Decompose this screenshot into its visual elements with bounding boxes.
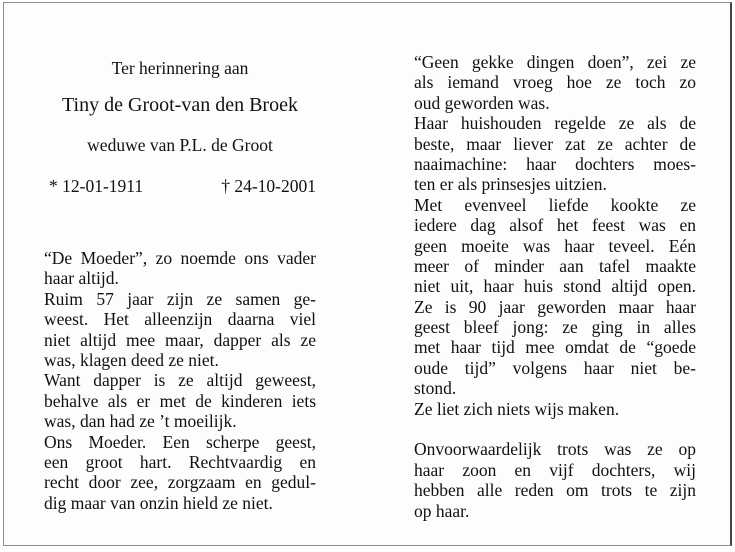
text-line: “Geen gekke dingen doen”, zei ze — [414, 52, 696, 72]
text-line: oude tijd” volgens haar niet be- — [414, 357, 696, 378]
text-line: naaimachine: haar dochters moes- — [414, 153, 696, 174]
text-line: dig maar van onzin hield ze niet. — [44, 492, 273, 513]
text-line: geest bleef jong: ze ging in alles — [414, 317, 696, 338]
text-line: niet altijd mee maar, dapper als ze — [44, 329, 316, 350]
birth-date: * 12-01-1911 — [49, 176, 144, 196]
text-line: “De Moeder”, zo noemde ons vader — [44, 248, 316, 268]
paragraph-gap — [414, 419, 696, 439]
text-line: haar altijd. — [44, 268, 119, 289]
text-line: Onvoorwaardelijk trots was ze op — [414, 439, 696, 460]
text-line: beste, maar liever zat ze achter de — [414, 133, 696, 154]
text-line: Ze is 90 jaar geworden maar haar — [414, 296, 696, 317]
text-line: iedere dag alsof het feest was en — [414, 215, 696, 236]
text-line: Haar huishouden regelde ze als de — [414, 113, 696, 134]
text-line: Ruim 57 jaar zijn ze samen ge- — [44, 288, 316, 309]
text-line: hebben alle reden om trots te zijn — [414, 480, 696, 501]
intro-text: Ter herinnering aan — [111, 58, 249, 78]
left-body-text — [44, 248, 316, 513]
text-line: Met evenveel liefde kookte ze — [414, 194, 696, 215]
text-line: Ons Moeder. Een scherpe geest, — [44, 431, 316, 452]
text-line: weest. Het alleenzijn daarna viel — [44, 309, 316, 330]
text-line: op haar. — [414, 500, 470, 521]
text-line: was, dan had ze ’t moeilijk. — [44, 411, 237, 432]
right-body-text — [414, 52, 696, 521]
text-line: Want dapper is ze altijd geweest, — [44, 370, 316, 391]
text-line: recht door zee, zorgzaam en gedul- — [44, 472, 316, 493]
deceased-name: Tiny de Groot-van den Broek — [62, 94, 298, 116]
text-line: als iemand vroeg hoe ze toch zo — [414, 72, 696, 93]
text-line: een groot hart. Rechtvaardig en — [44, 451, 316, 472]
text-line: was, klagen deed ze niet. — [44, 349, 219, 370]
text-line: Ze liet zich niets wijs maken. — [414, 398, 620, 419]
death-date: † 24-10-2001 — [221, 176, 316, 196]
text-line: oud geworden was. — [414, 92, 550, 113]
text-line: haar zoon en vijf dochters, wij — [414, 459, 696, 480]
text-line: meer of minder aan tafel maakte — [414, 255, 696, 276]
text-line: ten er als prinsesjes uitzien. — [414, 174, 607, 195]
text-line: stond. — [414, 378, 457, 399]
memorial-card — [3, 2, 732, 546]
text-line: geen moeite was haar teveel. Eén — [414, 235, 696, 256]
widow-text: weduwe van P.L. de Groot — [87, 135, 273, 155]
text-line: niet uit, haar huis stond altijd open. — [414, 276, 696, 297]
text-line: behalve als er met de kinderen iets — [44, 390, 316, 411]
text-line: met haar tijd mee omdat de “goede — [414, 337, 696, 358]
